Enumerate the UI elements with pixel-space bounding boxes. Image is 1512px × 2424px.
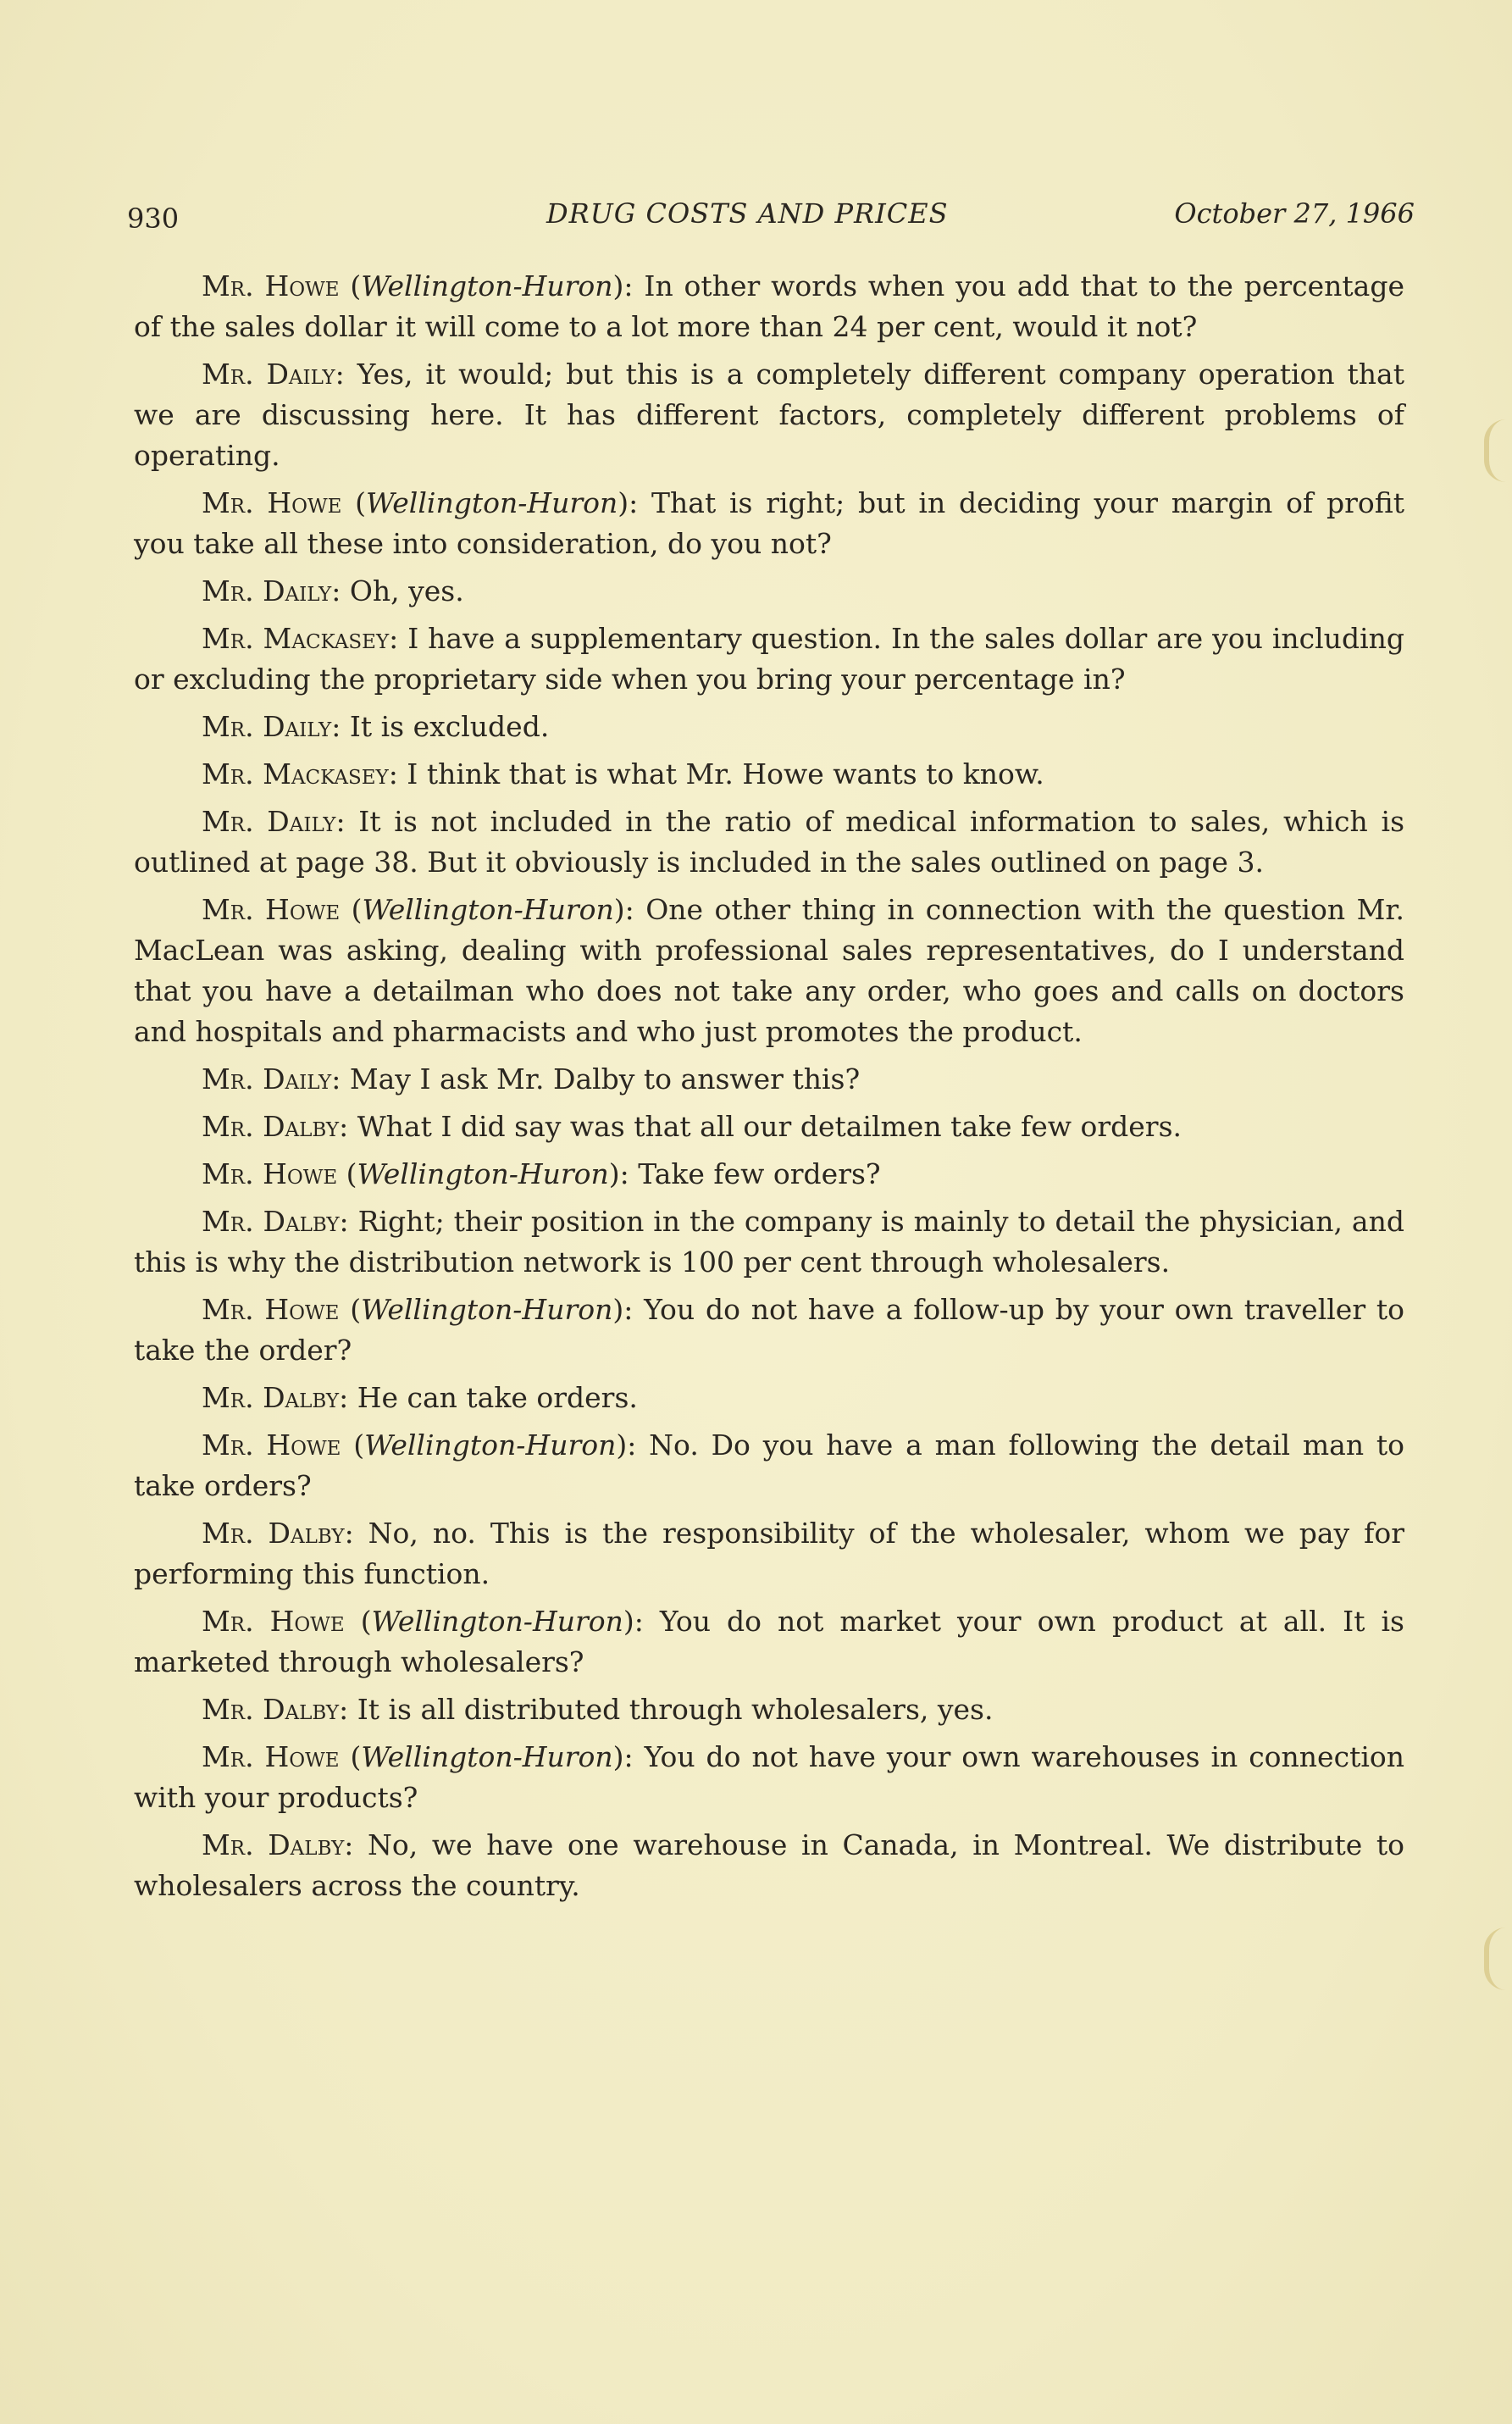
speech-text: I have a supplementary question. In the sales dollar are you including or excluding the proprietary side when you bring your percentage in?: [134, 622, 1404, 696]
speaker-constituency: Wellington-Huron: [361, 269, 613, 302]
speaker-constituency: Wellington-Huron: [361, 1293, 613, 1326]
speaker-name: Mr. Mackasey: [202, 622, 390, 655]
speaker-name: Mr. Howe: [202, 1428, 341, 1462]
margin-mark: [1484, 419, 1506, 482]
speaker-constituency: Wellington-Huron: [371, 1605, 623, 1638]
speech-text: It is all distributed through wholesalers, yes.: [357, 1693, 994, 1726]
speaker-name: Mr. Dalby: [202, 1517, 345, 1550]
transcript-paragraph: Mr. Dalby: What I did say was that all our detailmen take few orders.: [202, 1110, 1182, 1143]
speaker-name: Mr. Dalby: [202, 1205, 340, 1238]
header-date: October 27, 1966: [1174, 197, 1415, 230]
speaker-name: Mr. Dalby: [202, 1693, 340, 1726]
transcript-paragraph: Mr. Daily: Oh, yes.: [202, 574, 464, 607]
transcript-body: [134, 266, 1404, 1913]
speech-text: Take few orders?: [638, 1157, 881, 1190]
transcript-paragraph: Mr. Howe (Wellington-Huron): That is right; but in deciding your margin of profit you take all these into consideration, do you not?: [134, 486, 1404, 560]
speaker-name: Mr. Howe: [202, 1293, 340, 1326]
speaker-name: Mr. Howe: [202, 1157, 338, 1190]
speaker-constituency: Wellington-Huron: [357, 1157, 609, 1190]
speech-text: It is excluded.: [349, 710, 550, 743]
speaker-name: Mr. Dalby: [202, 1381, 340, 1414]
speech-text: May I ask Mr. Dalby to answer this?: [349, 1062, 861, 1096]
speech-text: In other words when you add that to the percentage of the sales dollar it will come to a lot more than 24 per cent, would it not?: [134, 269, 1404, 343]
speaker-constituency: Wellington-Huron: [361, 1740, 613, 1773]
speech-text: That is right; but in deciding your margin of profit you take all these into consideration, do you not?: [134, 486, 1404, 560]
speaker-name: Mr. Daily: [202, 805, 336, 838]
page-header: [127, 197, 1415, 240]
transcript-paragraph: Mr. Daily: Yes, it would; but this is a completely different company operation that we are discussing here. It has different factors, completely different problems of operating.: [134, 358, 1404, 472]
speaker-name: Mr. Howe: [202, 893, 341, 926]
speech-text: No, we have one warehouse in Canada, in Montreal. We distribute to wholesalers across the country.: [134, 1828, 1405, 1902]
transcript-paragraph: Mr. Mackasey: I have a supplementary question. In the sales dollar are you including or excluding the proprietary side when you bring your percentage in?: [134, 622, 1404, 696]
speaker-constituency: Wellington-Huron: [362, 893, 614, 926]
speaker-name: Mr. Daily: [202, 710, 332, 743]
speaker-name: Mr. Howe: [202, 1740, 340, 1773]
speech-text: No, no. This is the responsibility of the wholesaler, whom we pay for performing this function.: [134, 1517, 1404, 1590]
transcript-paragraph: Mr. Dalby: No, no. This is the responsibility of the wholesaler, whom we pay for performing this function.: [134, 1517, 1404, 1590]
speaker-name: Mr. Dalby: [202, 1828, 345, 1861]
speech-text: What I did say was that all our detailmen take few orders.: [357, 1110, 1182, 1143]
speaker-name: Mr. Dalby: [202, 1110, 340, 1143]
speaker-constituency: Wellington-Huron: [364, 1428, 617, 1462]
speaker-name: Mr. Mackasey: [202, 757, 389, 790]
transcript-paragraph: Mr. Howe (Wellington-Huron): Take few orders?: [202, 1157, 881, 1190]
speech-text: One other thing in connection with the question Mr. MacLean was asking, dealing with professional sales representatives, do I understand that you have a detailman who does not take any order, who goes and calls on doctors and hospitals and pharmacists and who just promotes the product.: [134, 893, 1404, 1048]
running-title: DRUG COSTS AND PRICES: [546, 197, 949, 230]
transcript-paragraph: Mr. Daily: It is excluded.: [202, 710, 550, 743]
page-number: 930: [127, 202, 180, 235]
transcript-paragraph: Mr. Howe (Wellington-Huron): One other thing in connection with the question Mr. MacLean was asking, dealing with professional sales representatives, do I understand that you have a detailman who does not take any order, who goes and calls on doctors and hospitals and pharmacists and who just promotes the product.: [134, 893, 1404, 1048]
speech-text: Oh, yes.: [349, 574, 464, 607]
speech-text: Yes, it would; but this is a completely different company operation that we are discussing here. It has different factors, completely different problems of operating.: [134, 358, 1404, 472]
speaker-name: Mr. Howe: [202, 1605, 345, 1638]
margin-mark: [1484, 1928, 1506, 1990]
transcript-paragraph: Mr. Howe (Wellington-Huron): You do not market your own product at all. It is marketed through wholesalers?: [134, 1605, 1404, 1678]
transcript-paragraph: Mr. Howe (Wellington-Huron): In other words when you add that to the percentage of the sales dollar it will come to a lot more than 24 per cent, would it not?: [134, 269, 1404, 343]
transcript-paragraph: Mr. Dalby: No, we have one warehouse in Canada, in Montreal. We distribute to wholesalers across the country.: [134, 1828, 1405, 1902]
speaker-name: Mr. Daily: [202, 574, 332, 607]
transcript-paragraph: Mr. Mackasey: I think that is what Mr. Howe wants to know.: [202, 757, 1044, 790]
transcript-paragraph: Mr. Daily: May I ask Mr. Dalby to answer this?: [202, 1062, 861, 1096]
transcript-paragraph: Mr. Howe (Wellington-Huron): You do not have a follow-up by your own traveller to take the order?: [134, 1293, 1405, 1367]
transcript-paragraph: Mr. Daily: It is not included in the ratio of medical information to sales, which is outlined at page 38. But it obviously is included in the sales outlined on page 3.: [134, 805, 1405, 879]
speaker-name: Mr. Daily: [202, 1062, 332, 1096]
transcript-paragraph: Mr. Dalby: It is all distributed through wholesalers, yes.: [202, 1693, 994, 1726]
speaker-name: Mr. Howe: [202, 486, 342, 519]
speech-text: I think that is what Mr. Howe wants to know.: [407, 757, 1044, 790]
transcript-paragraph: Mr. Howe (Wellington-Huron): You do not have your own warehouses in connection with your products?: [134, 1740, 1405, 1814]
speaker-name: Mr. Howe: [202, 269, 340, 302]
speech-text: You do not have your own warehouses in connection with your products?: [134, 1740, 1405, 1814]
speech-text: It is not included in the ratio of medical information to sales, which is outlined at page 38. But it obviously is included in the sales outlined on page 3.: [134, 805, 1405, 879]
transcript-paragraph: Mr. Dalby: Right; their position in the company is mainly to detail the physician, and this is why the distribution network is 100 per cent through wholesalers.: [134, 1205, 1404, 1279]
speaker-name: Mr. Daily: [202, 358, 335, 391]
transcript-paragraph: Mr. Dalby: He can take orders.: [202, 1381, 638, 1414]
speech-text: You do not market your own product at all. It is marketed through wholesalers?: [134, 1605, 1404, 1678]
speech-text: He can take orders.: [357, 1381, 638, 1414]
speech-text: You do not have a follow-up by your own traveller to take the order?: [134, 1293, 1405, 1367]
speech-text: Right; their position in the company is mainly to detail the physician, and this is why the distribution network is 100 per cent through wholesalers.: [134, 1205, 1404, 1279]
speaker-constituency: Wellington-Huron: [366, 486, 618, 519]
transcript-paragraph: Mr. Howe (Wellington-Huron): No. Do you have a man following the detail man to take orders?: [134, 1428, 1405, 1502]
speech-text: No. Do you have a man following the detail man to take orders?: [134, 1428, 1405, 1502]
